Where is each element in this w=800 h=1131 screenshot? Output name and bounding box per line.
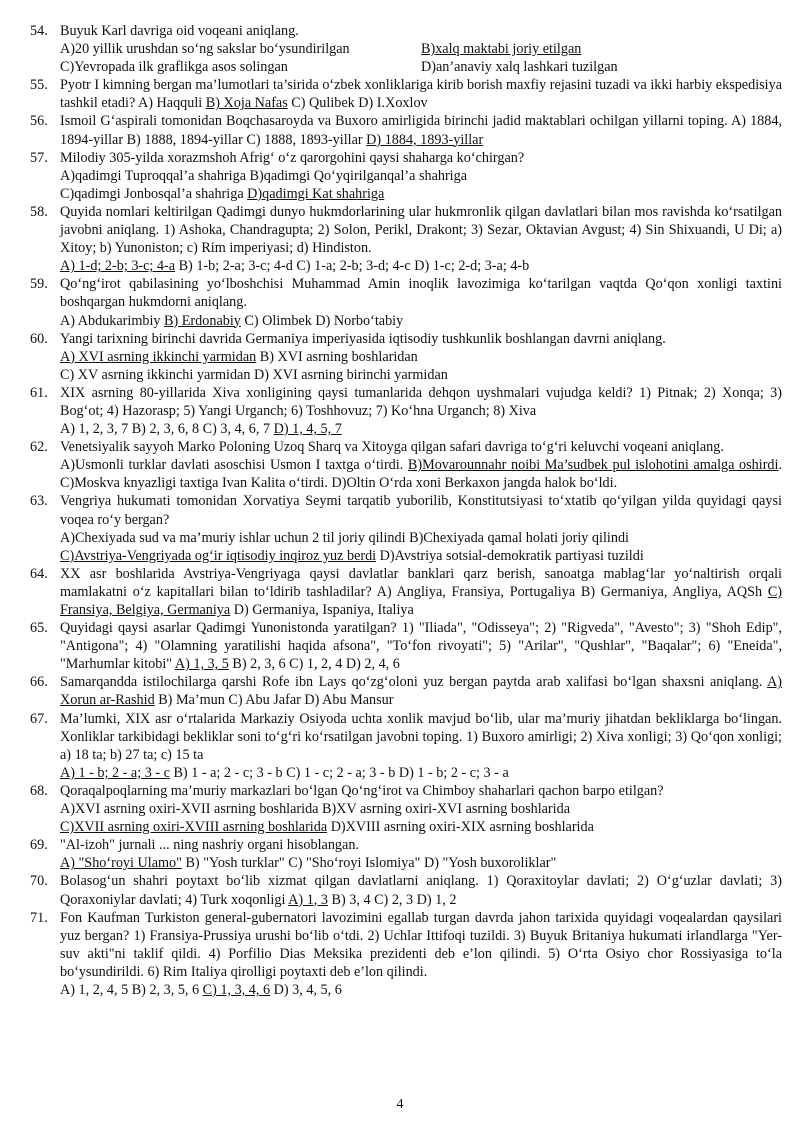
question-70 [30, 872, 782, 908]
option-a: A)20 yillik urushdan so‘ng sakslar bo‘ysundirilgan [60, 41, 350, 58]
correct-option: C) Fransiya, Belgiya, Germaniya [60, 583, 782, 618]
question-text: XIX asrning 80-yillarida Xiva xonligining qaysi tumanlarida dehqon uyshmalari vujudga keldi? 1) Pitnak; 2) Xonqa; 3) Bog‘ot; 4) Hazorasp; 5) Yangi Urganch; 6) Toshhovuz; 7) Ko‘hna Urganch; 8) Xiva [60, 384, 782, 419]
question-text: Buyuk Karl davriga oid voqeani aniqlang. [60, 23, 299, 39]
correct-option: D) 1, 4, 5, 7 [273, 421, 342, 438]
other-options: A) 1, 2, 3, 7 B) 2, 3, 6, 8 C) 3, 4, 6, 7 [60, 421, 274, 438]
question-text: Yangi tarixning birinchi davrida Germaniya imperiyasida iqtisodiy tushkunlik boshlangan davrni aniqlang. [60, 330, 666, 347]
question-text: Ismoil G‘aspirali tomonidan Boqchasaroyda va Buxoro amirligida birinchi jadid maktablari ochilgan yillarni toping. A) 1884, 1894-yillar B) 1888, 1894-yillar C) 1888, 1893-yillar [60, 113, 782, 148]
other-options: B) 3, 4 C) 2, 3 D) 1, 2 [327, 891, 457, 908]
question-text: Samarqandda istilochilarga qarshi Rofe ibn Lays qo‘zg‘oloni yuz bergan paytda arab xalifasi bo‘lgan shaxsni aniqlang. [60, 674, 768, 691]
question-text: Pyotr I kimning bergan ma’lumotlari ta’sirida o‘zbek xonliklariga kirib borish maxfiy rejasini tuzadi va ikki harbiy ekspedisiya tashkil etadi? A) Haqquli [60, 77, 782, 112]
correct-option: B)Movarounnahr noibi Ma’sudbek pul islohotini amalga oshirdi [407, 457, 779, 474]
other-options: D) 3, 4, 5, 6 [270, 981, 342, 998]
question-54 [30, 22, 782, 76]
question-number: 60. [30, 330, 48, 347]
question-number: 57. [30, 149, 48, 166]
correct-option: B) Erdonabiy [164, 312, 241, 329]
question-71 [30, 909, 782, 999]
question-68 [30, 782, 782, 836]
question-number: 62. [30, 439, 48, 456]
other-options: C) Qulibek D) I.Xoxlov [287, 95, 428, 112]
question-text: Milodiy 305-yilda xorazmshoh Afrig‘ o‘z qarorgohini qaysi shaharga ko‘chirgan? [60, 149, 525, 166]
options-line: C)qadimgi Jonbosqal’a shahriga [60, 185, 248, 202]
question-56 [30, 112, 782, 148]
question-57 [30, 149, 782, 203]
other-options: B) "Yosh turklar" C) "Sho‘royi Islomiya" D) "Yosh buxoroliklar" [181, 855, 557, 872]
correct-option: A) "Sho‘royi Ulamo" [60, 855, 182, 872]
correct-option: C)XVII asrning oxiri-XVIII asrning boshlarida [60, 819, 328, 836]
options-line: A)XVI asrning oxiri-XVII asrning boshlarida B)XV asrning oxiri-XVI asrning boshlarida [60, 801, 570, 818]
other-options: A) Abdukarimbiy [60, 312, 165, 329]
question-text: Quyida nomlari keltirilgan Qadimgi dunyo hukmdorlarining ular hukmronlik qilgan davlatlari bilan mos ravishda ko‘rsatilgan javobni aniqlang. 1) Ashoka, Chandragupta; 2) Solon, Perikl, Drakont; 3) Sezar, Oktavian Avgust; 4) Sin Shixuandi, U Di; a) Xitoy; b) Yunoniston; c) Rim imperiyasi; d) Hindiston. [60, 203, 782, 257]
question-text: "Al-izoh" jurnali ... ning nashriy organi hisoblangan. [60, 837, 359, 854]
question-58 [30, 203, 782, 275]
question-number: 68. [30, 782, 48, 799]
question-number: 71. [30, 909, 48, 926]
question-number: 54. [30, 23, 48, 39]
correct-option: A) XVI asrning ikkinchi yarmidan [60, 348, 257, 365]
question-number: 70. [30, 873, 48, 890]
question-65 [30, 619, 782, 673]
correct-option: B) Xoja Nafas [205, 95, 288, 112]
question-text: Quyidagi qaysi asarlar Qadimgi Yunonistonda yaratilgan? 1) "Iliada", "Odisseya"; 2) "Rigveda", "Avesto"; 3) "Shoh Edip", "Antigona"; 4) "Olamning yaratilishi haqida afsona", "To‘fon rivoyati"; 5) "Arilar", "Qushlar", "Baqalar"; 6) "Eneida", "Marhumlar kitobi" [60, 620, 782, 673]
other-options: . C)Moskva knyazligi taxtiga Ivan Kalita o‘tirdi. D)Oltin O‘rda xoni Berkaxon jangda halok bo‘ldi. [60, 457, 783, 492]
other-options: A) 1, 2, 4, 5 B) 2, 3, 5, 6 [60, 981, 203, 998]
correct-option: A) 1 - b; 2 - a; 3 - c [60, 764, 170, 781]
correct-option: B)xalq maktabi joriy etilgan [421, 41, 582, 58]
other-options: D)Avstriya sotsial-demokratik partiyasi tuzildi [376, 547, 644, 564]
question-number: 64. [30, 565, 48, 582]
options-line: C) XV asrning ikkinchi yarmidan D) XVI asrning birinchi yarmidan [60, 366, 448, 383]
question-text: Vengriya hukumati tomonidan Xorvatiya Seymi tarqatib yuborilib, Konstitutsiyasi to‘xtatib qo‘yilgan yilda quyidagi qaysi voqea ro‘y bergan? [60, 493, 782, 528]
question-number: 55. [30, 77, 48, 94]
other-options: B) 1-b; 2-a; 3-c; 4-d C) 1-a; 2-b; 3-d; 4-c D) 1-c; 2-d; 3-a; 4-b [175, 258, 530, 275]
options-line: A)Chexiyada sud va ma’muriy ishlar uchun 2 til joriy qilindi B)Chexiyada qamal holati joriy qilindi [60, 529, 629, 546]
question-62 [30, 438, 782, 492]
option-c: C)Yevropada ilk graflikga asos solingan [60, 59, 288, 76]
other-options: B) 1 - a; 2 - c; 3 - b C) 1 - c; 2 - a; 3 - b D) 1 - b; 2 - c; 3 - a [169, 764, 509, 781]
question-67 [30, 710, 782, 782]
correct-option: C) 1, 3, 4, 6 [202, 981, 271, 998]
question-text: Venetsiyalik sayyoh Marko Poloning Uzoq Sharq va Xitoyga qilgan safari davriga to‘g‘ri keluvchi voqeani aniqlang. [60, 439, 724, 456]
question-number: 67. [30, 710, 48, 727]
question-text: Qo‘ng‘irot qabilasining yo‘lboshchisi Muhammad Amin inoqlik lavozimiga ko‘tarilgan vaqtda Qo‘qon xonligi taxtini boshqargan hukmdorni aniqlang. [60, 276, 782, 311]
correct-option: A) 1-d; 2-b; 3-c; 4-a [60, 258, 176, 275]
question-text: XX asr boshlarida Avstriya-Vengriyaga qaysi davlatlar banklari qarz berish, sanoatga mablag‘lar yo‘naltirish orqali mamlakatni o‘z kapitallari bilan to‘ldirib tashladilar? A) Angliya, Fransiya, Portugaliya B) Germaniya, Angliya, AQSh [60, 565, 782, 600]
question-text: Fon Kaufman Turkiston general-gubernatori lavozimini egallab turgan davrda jahon tarixida quyidagi voqealardan qaysilari yuz bergan? 1) Fransiya-Prussiya urushi bo‘lib o‘tdi. 2) Uchlar Ittifoqi tuzildi. 3) Buyuk Britaniya hukumati irlandlarga "Yer-suv akti"ni taklif qildi. 4) Porfilio Dias Meksika prezidenti deb e’lon qilindi. 5) O‘rta Osiyo chor Rossiyasiga to‘la bo‘ysundirildi. 6) Rim Italiya qirolligi poytaxti deb e’lon qilindi. [60, 909, 782, 980]
other-options: B) Ma’mun C) Abu Jafar D) Abu Mansur [154, 692, 394, 709]
question-number: 65. [30, 620, 48, 637]
question-59 [30, 275, 782, 329]
other-options: B) 2, 3, 6 C) 1, 2, 4 D) 2, 4, 6 [228, 656, 400, 673]
question-60 [30, 330, 782, 384]
question-number: 69. [30, 837, 48, 854]
other-options: D) Germaniya, Ispaniya, Italiya [230, 602, 414, 618]
correct-option: D) 1884, 1893-yillar [366, 131, 484, 148]
other-options: C) Olimbek D) Norbo‘tabiy [240, 312, 404, 329]
options-line: A)qadimgi Tuproqqal’a shahriga B)qadimgi Qo‘yqirilganqal’a shahriga [60, 167, 468, 184]
question-64 [30, 565, 782, 619]
other-options: D)XVIII asrning oxiri-XIX asrning boshlarida [327, 819, 594, 836]
question-66 [30, 673, 782, 709]
other-options: A)Usmonli turklar davlati asoschisi Usmon I taxtga o‘tirdi. [60, 457, 408, 474]
question-69 [30, 836, 782, 872]
question-number: 59. [30, 276, 48, 293]
question-text: Bolasog‘un shahri poytaxt bo‘lib xizmat qilgan davlatlarni aniqlang. 1) Qoraxitoylar davlati; 2) O‘g‘uzlar davlati; 3) Qoraxoniylar davlati; 4) Turk xoqonligi [60, 873, 782, 908]
test-page [30, 22, 782, 999]
question-number: 58. [30, 203, 48, 220]
question-number: 63. [30, 493, 48, 510]
option-d: D)an’anaviy xalq lashkari tuzilgan [421, 59, 618, 76]
question-61 [30, 384, 782, 438]
question-text: Ma’lumki, XIX asr o‘rtalarida Markaziy Osiyoda uchta xonlik mavjud bo‘lib, ular ma’muriy jihatdan bekliklarga bo‘lingan. Xonliklar tarkibidagi bekliklar soni to‘g‘ri ko‘rsatilgan javobni toping. 1) Buxoro amirligi; 2) Xiva xonligi; 3) Qo‘qon xonligi; a) 18 ta; b) 27 ta; c) 15 ta [60, 710, 782, 763]
question-55 [30, 76, 782, 112]
other-options: B) XVI asrning boshlaridan [256, 348, 418, 365]
question-number: 56. [30, 113, 48, 130]
correct-option: A) 1, 3 [288, 891, 328, 908]
question-number: 66. [30, 674, 48, 691]
question-text: Qoraqalpoqlarning ma’muriy markazlari bo‘lgan Qo‘ng‘irot va Chimboy shaharlari qachon barpo etilgan? [60, 782, 664, 799]
correct-option: A) 1, 3, 5 [174, 656, 229, 673]
question-63 [30, 492, 782, 564]
question-number: 61. [30, 384, 48, 401]
correct-option: D)qadimgi Kat shahriga [247, 185, 385, 202]
correct-option: A) Xorun ar-Rashid [60, 674, 782, 709]
page-number: 4 [396, 1097, 404, 1112]
correct-option: C)Avstriya-Vengriyada og‘ir iqtisodiy inqiroz yuz berdi [60, 547, 377, 564]
